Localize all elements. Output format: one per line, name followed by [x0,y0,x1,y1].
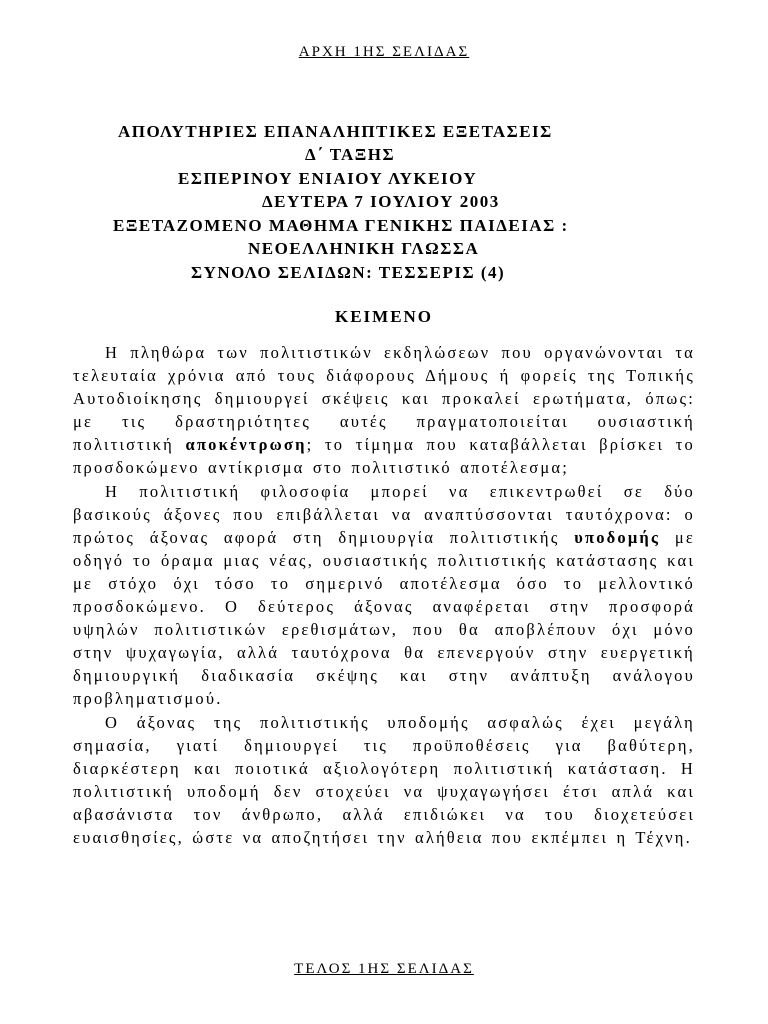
title-line-pages: ΣΥΝΟΛΟ ΣΕΛΙΔΩΝ: ΤΕΣΣΕΡΙΣ (4) [191,263,506,282]
paragraph-3 [73,711,695,850]
title-line-date: ΔΕΥΤΕΡΑ 7 ΙΟΥΛΙΟΥ 2003 [262,192,500,211]
paragraph-2-bold-term: υποδομής [574,527,661,547]
title-line-school: ΕΣΠΕΡΙΝΟΥ ΕΝΙΑΙΟΥ ΛΥΚΕΙΟΥ [178,169,478,188]
page-header: ΑΡΧΗ 1ΗΣ ΣΕΛΙΔΑΣ [298,44,470,60]
paragraph-1 [73,341,695,480]
title-line-subject: ΕΞΕΤΑΖΟΜΕΝΟ ΜΑΘΗΜΑ ΓΕΝΙΚΗΣ ΠΑΙΔΕΙΑΣ : [113,216,569,235]
article-text [73,341,695,849]
paragraph-1-text-b: ; το τίμημα που καταβάλλεται βρίσκει το προσδοκώμενο αντίκρισμα στο πολιτιστικό αποτέλεσμα; [73,435,695,478]
section-heading: ΚΕΙΜΕΝΟ [334,307,434,326]
page-footer: ΤΕΛΟΣ 1ΗΣ ΣΕΛΙΔΑΣ [294,961,474,977]
title-line-language: ΝΕΟΕΛΛΗΝΙΚΗ ΓΛΩΣΣΑ [248,239,480,258]
paragraph-3-text: Ο άξονας της πολιτιστικής υποδομής ασφαλώς έχει μεγάλη σημασία, γιατί δημιουργεί τις προϋποθέσεις για βαθύτερη, διαρκέστερη και ποιοτικά αξιολογότερη πολιτιστική κατάσταση. Η πολιτιστική υποδομή δεν στοχεύει να ψυχαγωγήσει έτσι απλά και αβασάνιστα τον άνθρωπο, αλλά επιδιώκει να του διοχετεύσει ευαισθησίες, ώστε να αποζητήσει την αλήθεια που εκπέμπει η Τέχνη. [73,712,695,847]
title-line-grade: Δ΄ ΤΑΞΗΣ [305,145,396,164]
title-line-exams: ΑΠΟΛΥΤΗΡΙΕΣ ΕΠΑΝΑΛΗΠΤΙΚΕΣ ΕΞΕΤΑΣΕΙΣ [118,122,553,141]
paragraph-2 [73,480,695,711]
paragraph-1-bold-term: αποκέντρωση [185,435,307,455]
paragraph-1-text-a: Η πληθώρα των πολιτιστικών εκδηλώσεων που οργανώνονται τα τελευταία χρόνια από τους διάφορους Δήμους ή φορείς της Τοπικής Αυτοδιοίκησης δημιουργεί σκέψεις και προκαλεί ερωτήματα, όπως: με τις δραστηριότητες αυτές πραγματοποιείται ουσιαστική πολιτιστική [73,343,695,455]
paragraph-2-text-a: Η πολιτιστική φιλοσοφία μπορεί να επικεντρωθεί σε δύο βασικούς άξονες που επιβάλλεται να αναπτύσσονται ταυτόχρονα: ο πρώτος άξονας αφορά στη δημιουργία πολιτιστικής [73,481,695,547]
paragraph-2-text-b: με οδηγό το όραμα μιας νέας, ουσιαστικής πολιτιστικής κατάστασης και με στόχο όχι τόσο το σημερινό αποτέλεσμα όσο το μελλοντικό προσδοκώμενο. Ο δεύτερος άξονας αναφέρεται στην προσφορά υψηλών πολιτιστικών ερεθισμάτων, που θα αποβλέπουν όχι μόνο στην ψυχαγωγία, αλλά ταυτόχρονα θα επενεργούν στην ευεργετική δημιουργική διαδικασία σκέψης και στην ανάπτυξη ανάλογου προβληματισμού. [73,527,696,709]
